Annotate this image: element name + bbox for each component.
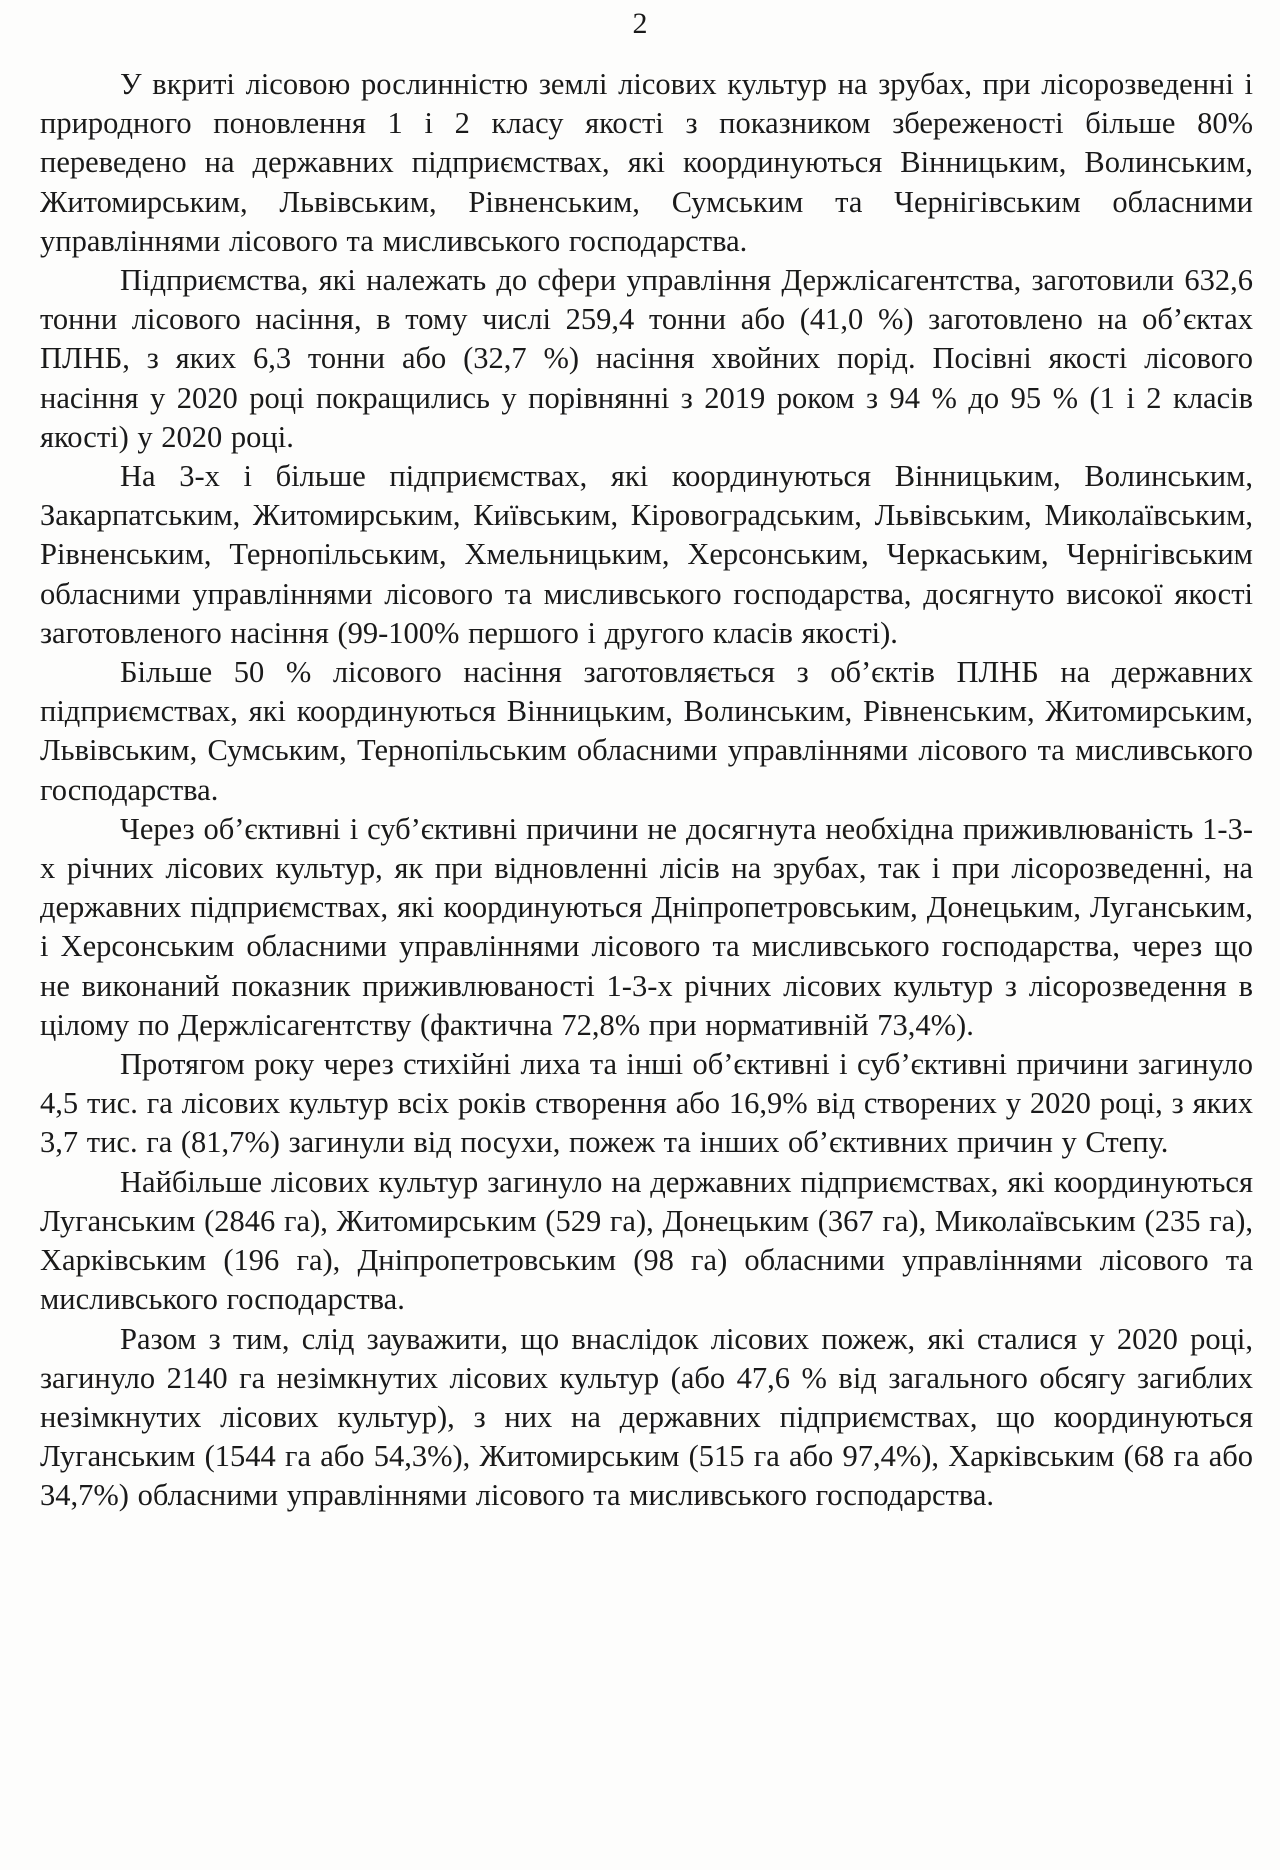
paragraph-plnb-seed-share: Більше 50 % лісового насіння заготовляється з об’єктів ПЛНБ на державних підприємствах, які координуються Вінницьким, Волинським, Рівненським, Житомирським, Львівським, Сумським, Тернопільським обласними управліннями лісового та мисливського господарства.	[40, 655, 1253, 807]
paragraph-losses-by-region: Найбільше лісових культур загинуло на державних підприємствах, які координуються Луганським (2846 га), Житомирським (529 га), Донецьким (367 га), Миколаївським (235 га), Харківським (196 га), Дніпропетровським (98 га) обласними управліннями лісового та мисливського господарства.	[40, 1164, 1253, 1317]
paragraph-seed-harvest: Підприємства, які належать до сфери управління Держлісагентства, заготовили 632,6 тонни лісового насіння, в тому числі 259,4 тонни або (41,0 %) заготовлено на об’єктах ПЛНБ, з яких 6,3 тонни або (32,7 %) насіння хвойних порід. Посівні якості лісового насіння у 2020 році покращились у порівнянні з 2019 роком з 94 % до 95 % (1 і 2 класів якості) у 2020 році.	[40, 263, 1253, 454]
paragraph-crop-losses: Протягом року через стихійні лиха та інші об’єктивні і суб’єктивні причини загинуло 4,5 тис. га лісових культур всіх років створення або 16,9% від створених у 2020 році, з яких 3,7 тис. га (81,7%) загинули від посухи, пожеж та інших об’єктивних причин у Степу.	[40, 1047, 1253, 1160]
document-body	[40, 65, 1253, 1516]
paragraph-seed-quality-regions: На 3-х і більше підприємствах, які координуються Вінницьким, Волинським, Закарпатським, Житомирським, Київським, Кіровоградським, Львівським, Миколаївським, Рівненським, Тернопільським, Хмельницьким, Херсонським, Черкаським, Чернігівським обласними управліннями лісового та мисливського господарства, досягнуто високої якості заготовленого насіння (99-100% першого і другого класів якості).	[40, 459, 1253, 650]
paragraph-forest-cover-transfer: У вкриті лісовою рослинністю землі лісових культур на зрубах, при лісорозведенні і природного поновлення 1 і 2 класу якості з показником збереженості більше 80% переведено на державних підприємствах, які координуються Вінницьким, Волинським, Житомирським, Львівським, Рівненським, Сумським та Чернігівським обласними управліннями лісового та мисливського господарства.	[40, 67, 1253, 258]
page-number: 2	[632, 7, 648, 40]
paragraph-fire-losses: Разом з тим, слід зауважити, що внаслідок лісових пожеж, які сталися у 2020 році, загинуло 2140 га незімкнутих лісових культур (або 47,6 % від загального обсягу загиблих незімкнутих лісових культур), з них на державних підприємствах, що координуються Луганським (1544 га або 54,3%), Житомирським (515 га або 97,4%), Харківським (68 га або 34,7%) обласними управліннями лісового та мисливського господарства.	[40, 1321, 1253, 1513]
paragraph-survival-rate: Через об’єктивні і суб’єктивні причини не досягнута необхідна приживлюваність 1-3-х річних лісових культур, як при відновленні лісів на зрубах, так і при лісорозведенні, на державних підприємствах, які координуються Дніпропетровським, Донецьким, Луганським, і Херсонським обласними управліннями лісового та мисливського господарства, через що не виконаний показник приживлюваності 1-3-х річних лісових культур з лісорозведення в цілому по Держлісагентству (фактична 72,8% при нормативній 73,4%).	[40, 811, 1253, 1042]
